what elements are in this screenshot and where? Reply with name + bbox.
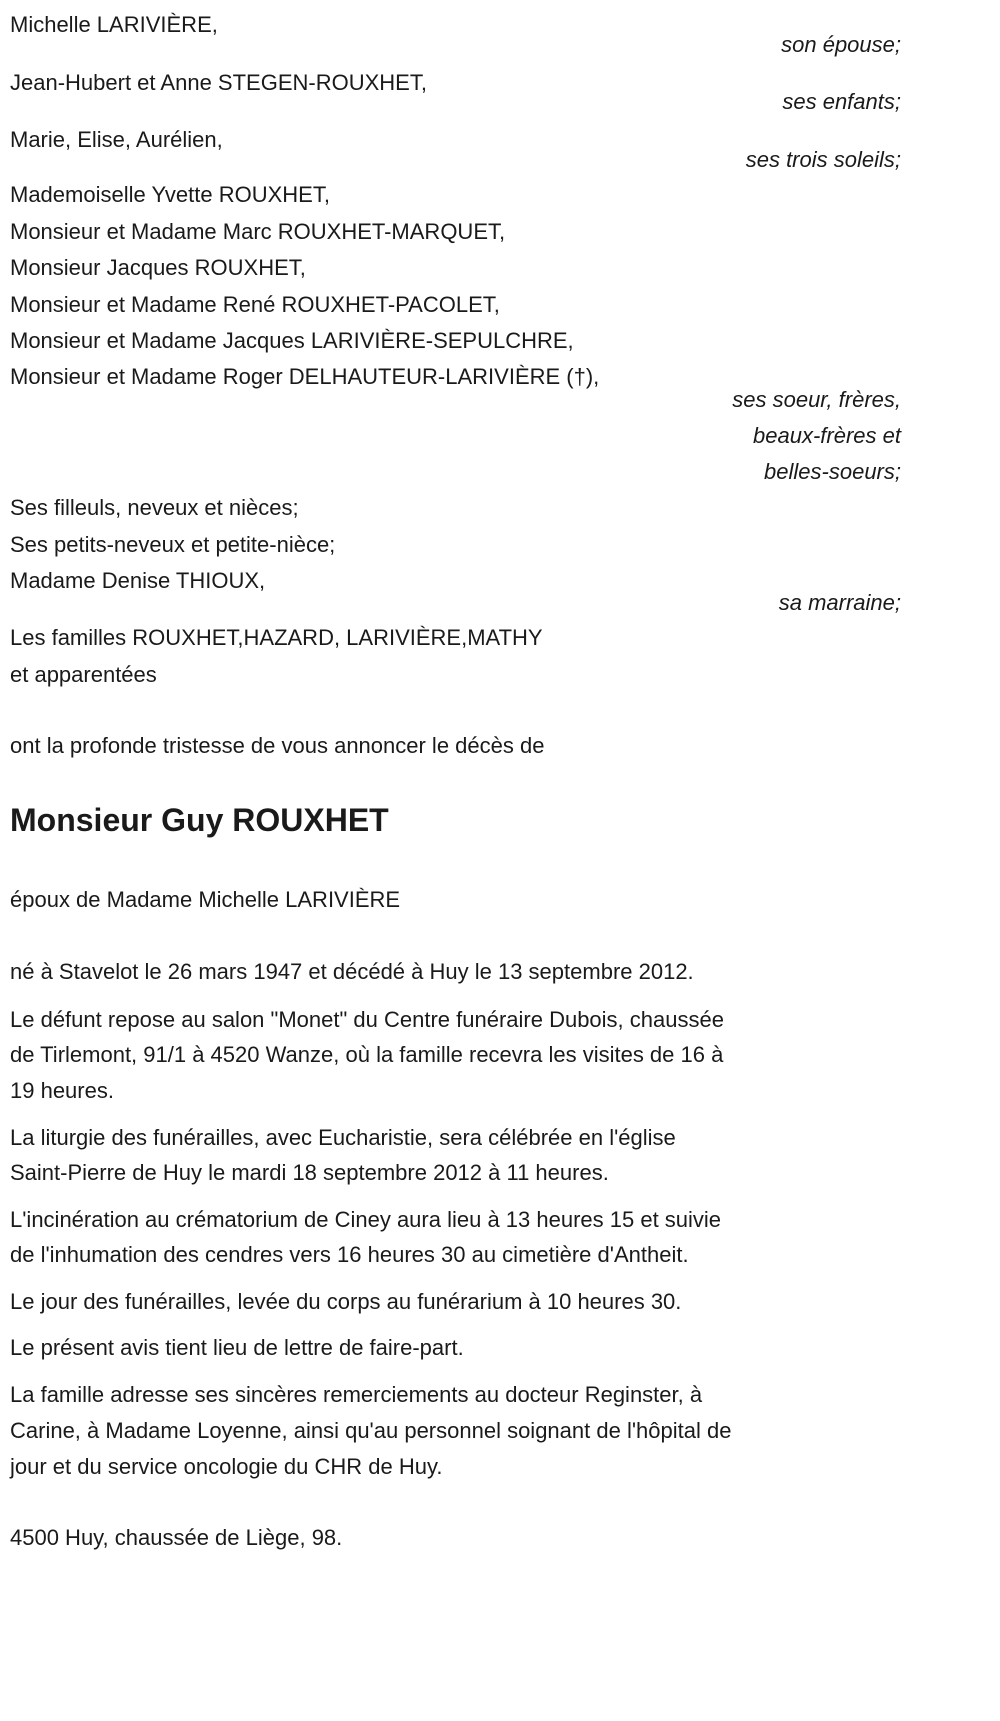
paragraph-line: Carine, à Madame Loyenne, ainsi qu'au personnel soignant de l'hôpital de (10, 1418, 732, 1443)
family-name: Madame Denise THIOUX, (10, 568, 266, 593)
address: 4500 Huy, chaussée de Liège, 98. (10, 1525, 343, 1550)
family-relation: sa marraine; (778, 590, 901, 615)
family-relation: belles-soeurs; (764, 459, 901, 484)
family-relation: ses soeur, frères, (732, 387, 901, 412)
family-name: Monsieur Jacques ROUXHET, (10, 255, 306, 280)
family-name: Monsieur et Madame René ROUXHET-PACOLET, (10, 292, 500, 317)
paragraph-line: La famille adresse ses sincères remerciements au docteur Reginster, à (10, 1382, 703, 1407)
family-relation: son épouse; (781, 32, 901, 57)
announcement: ont la profonde tristesse de vous annoncer le décès de (10, 733, 545, 758)
family-relation: beaux-frères et (753, 423, 901, 448)
family-relation: ses enfants; (782, 89, 901, 114)
family-name: Ses petits-neveux et petite-nièce; (10, 532, 336, 557)
paragraph-line: de l'inhumation des cendres vers 16 heures 30 au cimetière d'Antheit. (10, 1242, 689, 1267)
paragraph-line: Saint-Pierre de Huy le mardi 18 septembre 2012 à 11 heures. (10, 1160, 609, 1185)
family-name: Jean-Hubert et Anne STEGEN-ROUXHET, (10, 70, 427, 95)
paragraph-line: Le jour des funérailles, levée du corps au funérarium à 10 heures 30. (10, 1289, 682, 1314)
family-name: Ses filleuls, neveux et nièces; (10, 495, 299, 520)
paragraph-line: de Tirlemont, 91/1 à 4520 Wanze, où la famille recevra les visites de 16 à (10, 1042, 724, 1067)
paragraph-line: jour et du service oncologie du CHR de Huy. (10, 1454, 443, 1479)
family-relation: ses trois soleils; (745, 147, 901, 172)
family-name: Mademoiselle Yvette ROUXHET, (10, 182, 330, 207)
family-name: Les familles ROUXHET,HAZARD, LARIVIÈRE,MATHY (10, 625, 543, 650)
paragraph-line: L'incinération au crématorium de Ciney aura lieu à 13 heures 15 et suivie (10, 1207, 722, 1232)
paragraph-line: 19 heures. (10, 1078, 114, 1103)
family-name: Monsieur et Madame Jacques LARIVIÈRE-SEPULCHRE, (10, 328, 574, 353)
paragraph-line: La liturgie des funérailles, avec Eucharistie, sera célébrée en l'église (10, 1125, 676, 1150)
paragraph-line: né à Stavelot le 26 mars 1947 et décédé à Huy le 13 septembre 2012. (10, 959, 694, 984)
paragraph-line: Le défunt repose au salon "Monet" du Centre funéraire Dubois, chaussée (10, 1007, 724, 1032)
family-name: Monsieur et Madame Marc ROUXHET-MARQUET, (10, 219, 506, 244)
family-name: Michelle LARIVIÈRE, (10, 12, 218, 37)
family-name: et apparentées (10, 662, 157, 687)
family-name: Marie, Elise, Aurélien, (10, 127, 223, 152)
spouse-line: époux de Madame Michelle LARIVIÈRE (10, 887, 401, 912)
family-name: Monsieur et Madame Roger DELHAUTEUR-LARIVIÈRE (†), (10, 364, 600, 389)
deceased-name: Monsieur Guy ROUXHET (10, 802, 389, 838)
paragraph-line: Le présent avis tient lieu de lettre de faire-part. (10, 1335, 464, 1360)
